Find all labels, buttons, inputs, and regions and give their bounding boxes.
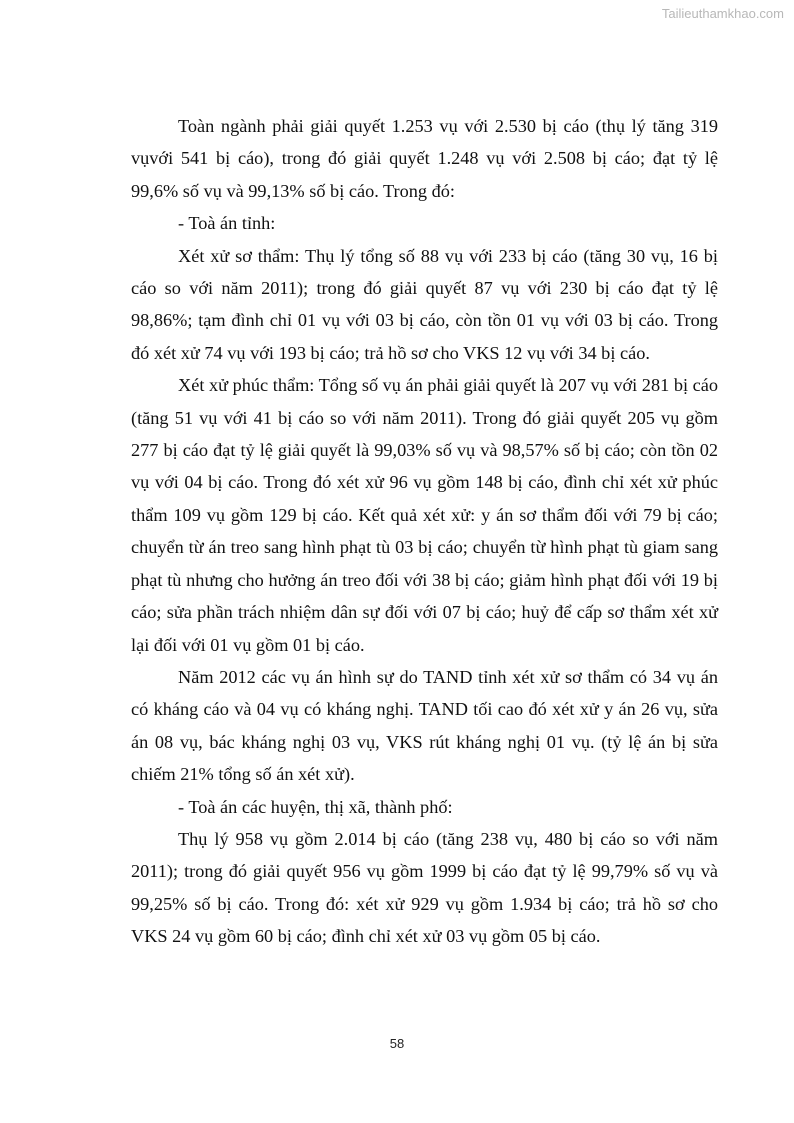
page-number: 58 [389, 1036, 405, 1051]
paragraph-overview: Toàn ngành phải giải quyết 1.253 vụ với 2.530 bị cáo (thụ lý tăng 319 vụvới 541 bị cáo), trong đó giải quyết 1.248 vụ với 2.508 bị cáo; đạt tỷ lệ 99,6% số vụ và 99,13% số bị cáo. Trong đó: [131, 116, 718, 201]
watermark-text: Tailieuthamkhao.com [661, 6, 784, 21]
paragraph-first-instance: Xét xử sơ thẩm: Thụ lý tổng số 88 vụ với 233 bị cáo (tăng 30 vụ, 16 bị cáo so với năm 2011); trong đó giải quyết 87 vụ với 230 bị cáo đạt tỷ lệ 98,86%; tạm đình chỉ 01 vụ với 03 bị cáo, còn tồn 01 vụ với 03 bị cáo. Trong đó xét xử 74 vụ với 193 bị cáo; trả hồ sơ cho VKS 12 vụ với 34 bị cáo. [131, 245, 718, 363]
document-body [131, 110, 718, 953]
paragraph-2012-appeals: Năm 2012 các vụ án hình sự do TAND tỉnh xét xử sơ thẩm có 34 vụ án có kháng cáo và 04 vụ có kháng nghị. TAND tối cao đó xét xử y án 26 vụ, sửa án 08 vụ, bác kháng nghị 03 vụ, VKS rút kháng nghị 01 vụ. (tỷ lệ án bị sửa chiếm 21% tổng số án xét xử). [131, 666, 718, 785]
paragraph-appeal: Xét xử phúc thẩm: Tổng số vụ án phải giải quyết là 207 vụ với 281 bị cáo (tăng 51 vụ với 41 bị cáo so với năm 2011). Trong đó giải quyết 205 vụ gồm 277 bị cáo đạt tỷ lệ giải quyết là 99,03% số vụ và 98,57% số bị cáo; còn tồn 02 vụ với 04 bị cáo. Trong đó xét xử 96 vụ gồm 148 bị cáo, đình chỉ xét xử phúc thẩm 109 vụ gồm 129 bị cáo. Kết quả xét xử: y án sơ thẩm đối với 79 bị cáo; chuyển từ án treo sang hình phạt tù 03 bị cáo; chuyển từ hình phạt tù giam sang phạt tù nhưng cho hưởng án treo đối với 38 bị cáo; giảm hình phạt đối với 19 bị cáo; sửa phần trách nhiệm dân sự đối với 07 bị cáo; huỷ để cấp sơ thẩm xét xử lại đối với 01 vụ gồm 01 bị cáo. [131, 375, 718, 655]
heading-district-courts: - Toà án các huyện, thị xã, thành phố: [178, 796, 453, 817]
heading-provincial-court: - Toà án tỉnh: [178, 213, 276, 234]
paragraph-district-results: Thụ lý 958 vụ gồm 2.014 bị cáo (tăng 238 vụ, 480 bị cáo so với năm 2011); trong đó giải quyết 956 vụ gồm 1999 bị cáo đạt tỷ lệ 99,79% số vụ và 99,25% số bị cáo. Trong đó: xét xử 929 vụ gồm 1.934 bị cáo; trả hồ sơ cho VKS 24 vụ gồm 60 bị cáo; đình chỉ xét xử 03 vụ gồm 05 bị cáo. [131, 828, 718, 947]
